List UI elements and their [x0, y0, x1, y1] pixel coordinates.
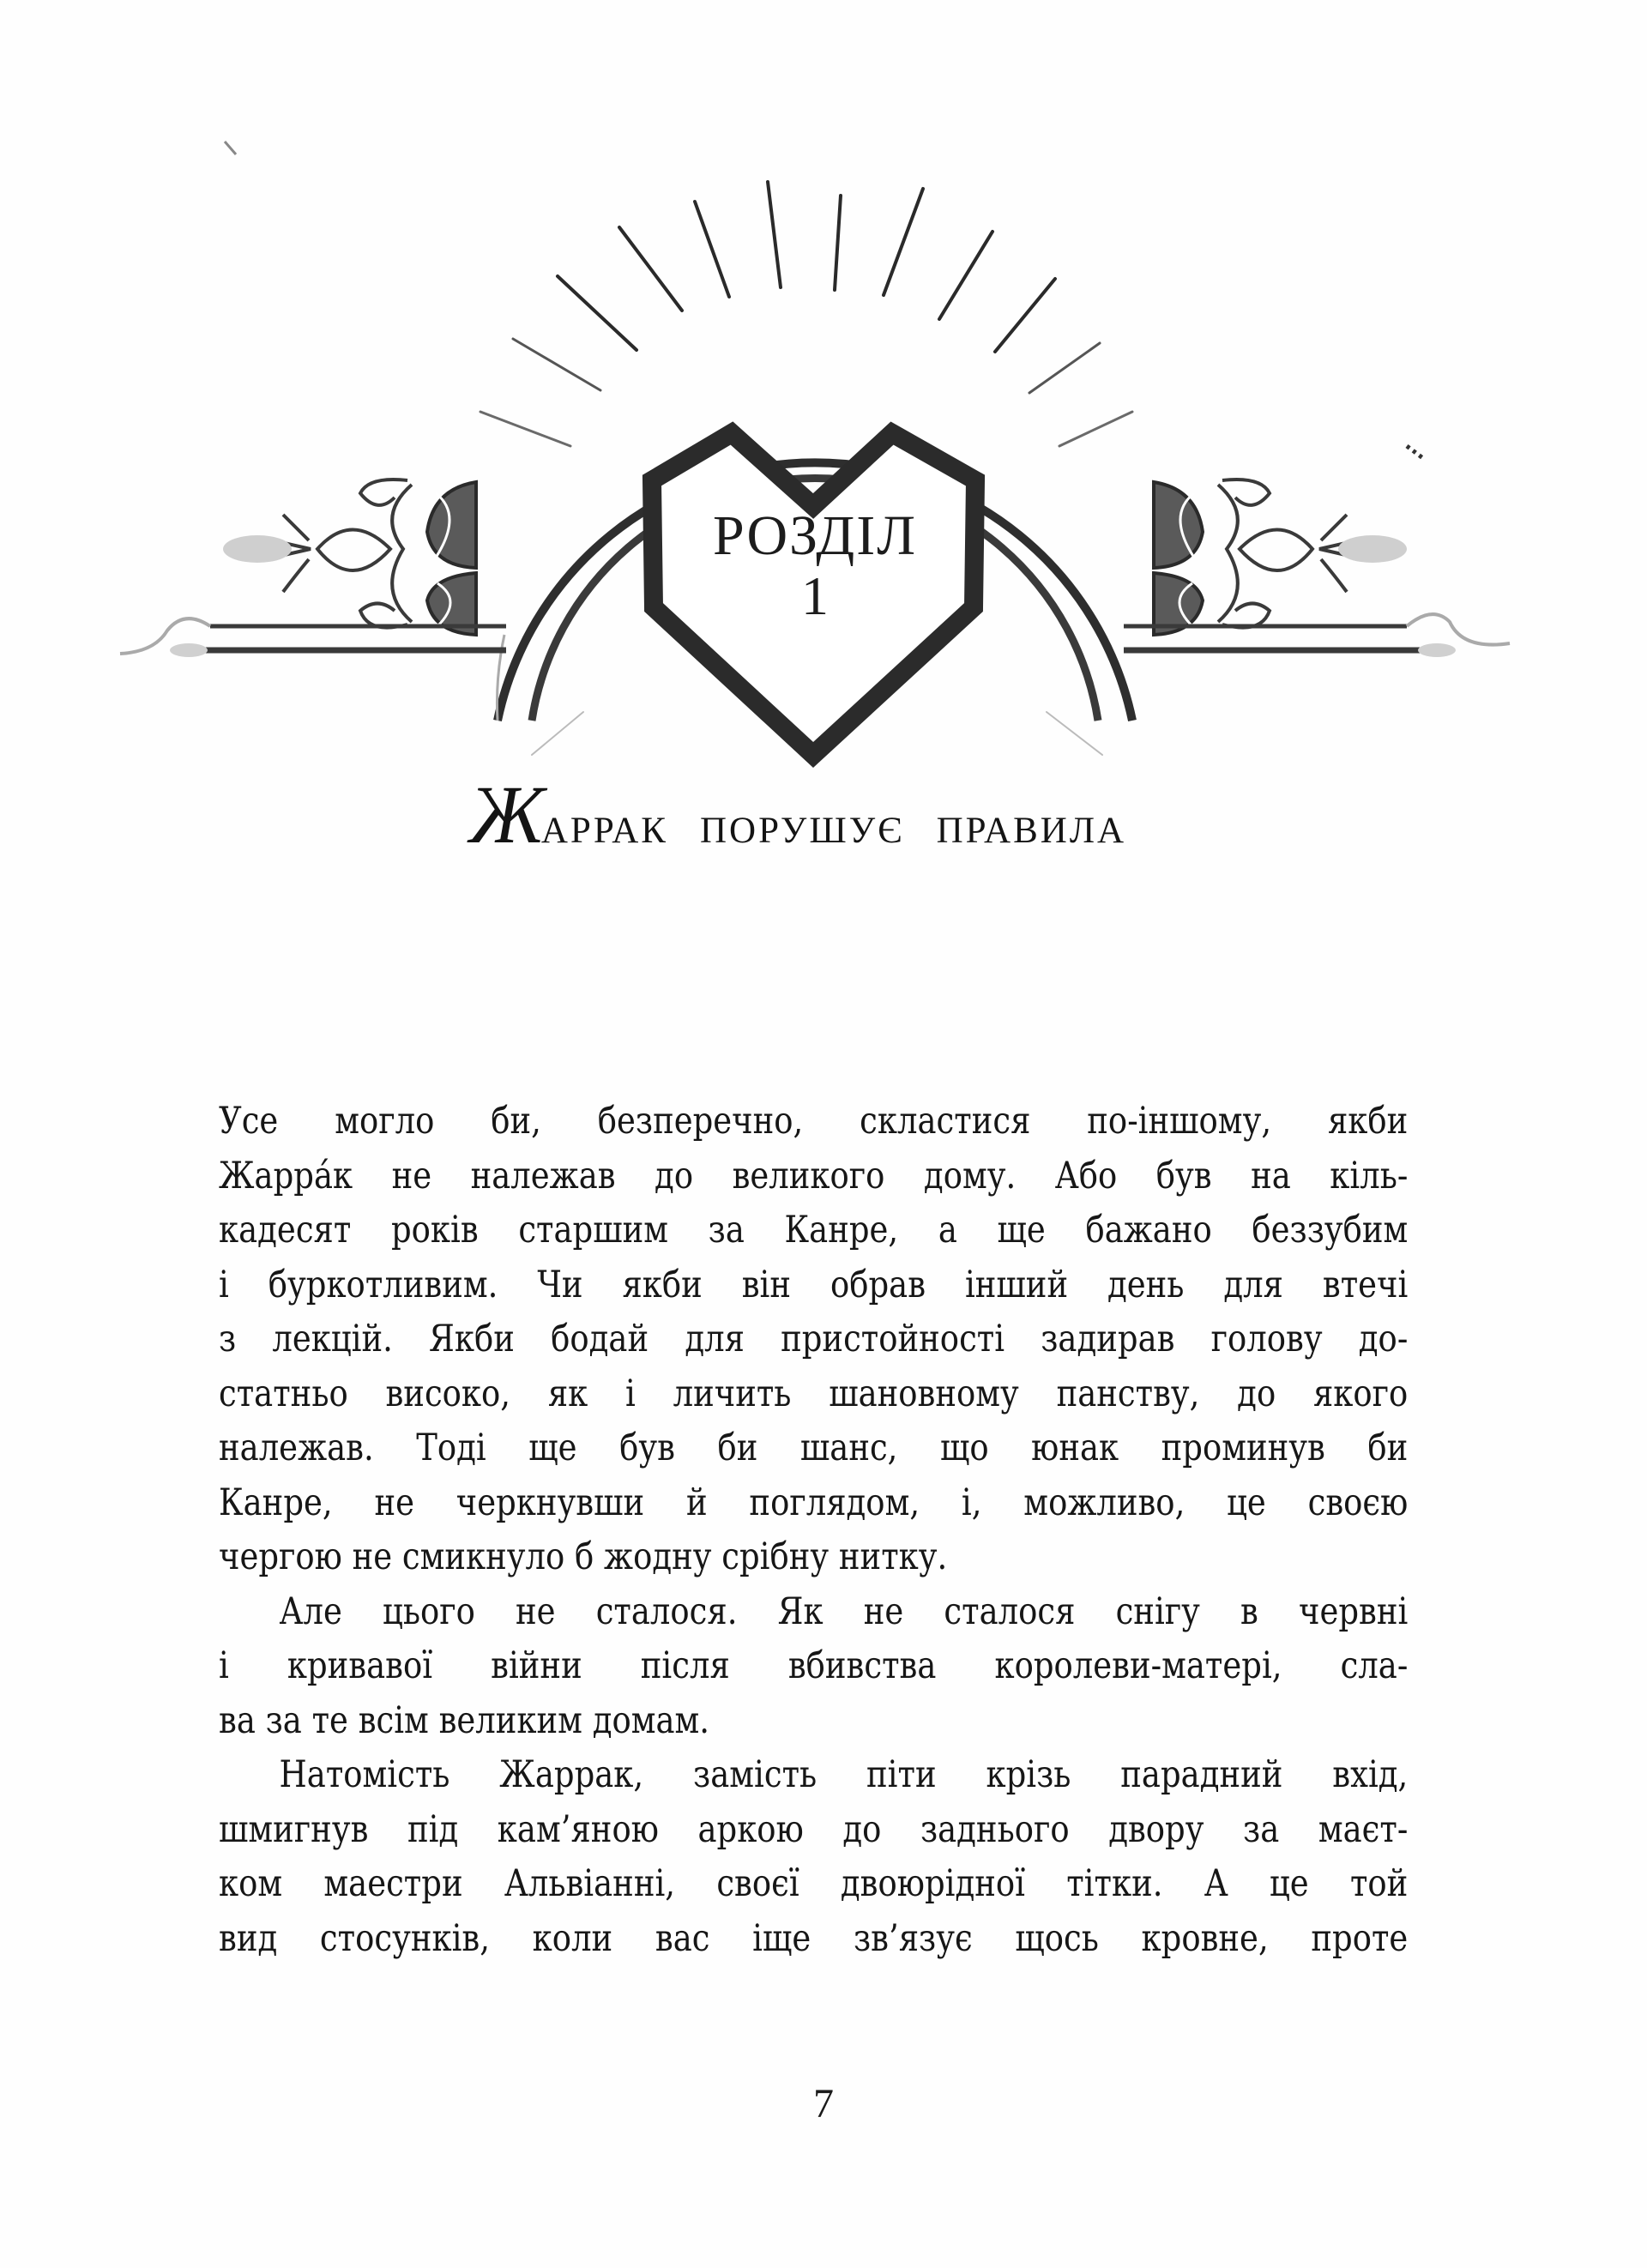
- text-line: належав. Тоді ще був би шанс, що юнак проминув би: [219, 1427, 1409, 1469]
- text-line: вид стосунків, коли вас іще зв’язує щось кровне, проте: [219, 1916, 1409, 1960]
- chapter-title: [257, 769, 1338, 864]
- print-speck-icon: [225, 142, 1424, 459]
- chapter-title-word-3: правила: [936, 796, 1127, 854]
- text-line: чергою не смикнуло б жодну срібну нитку.: [219, 1535, 948, 1578]
- chapter-title-word-2: порушує: [699, 796, 905, 854]
- text-line: Жарра́к не належав до великого дому. Або був на кіль-: [219, 1154, 1409, 1197]
- text-line: і кривавої війни після вбивства королеви-матері, сла-: [219, 1644, 1409, 1687]
- text-line: кадесят років старшим за Канре, а ще бажано беззубим: [219, 1209, 1409, 1252]
- text-line: ва за те всім великим домам.: [219, 1698, 710, 1742]
- page-number: 7: [813, 2081, 834, 2126]
- chapter-title-word-1: аррак: [540, 796, 668, 854]
- text-line: і буркотливим. Чи якби він обрав інший день для втечі: [219, 1263, 1409, 1306]
- text-line: ком маестри Альвіанні, своєї двоюрідної тітки. А це той: [219, 1862, 1409, 1905]
- text-line: статньо високо, як і личить шановному панству, до якого: [219, 1372, 1409, 1415]
- left-flourish-icon: [223, 480, 476, 635]
- chapter-ornament: [0, 0, 1647, 772]
- text-line: шмигнув під кам’яною аркою до заднього двору за маєт-: [219, 1807, 1409, 1851]
- chapter-title-initial: Ж: [468, 769, 541, 860]
- chapter-number: 1: [801, 565, 829, 626]
- body-text: [219, 1095, 1408, 1966]
- text-line: Канре, не черкнувши й поглядом, і, можливо, це своєю: [219, 1481, 1409, 1524]
- text-line: з лекцій. Якби бодай для пристойності задирав голову до-: [219, 1318, 1409, 1360]
- text-line: Але цього не сталося. Як не сталося снігу в червні: [279, 1589, 1409, 1633]
- text-line: Усе могло би, безперечно, скластися по-іншому, якби: [219, 1100, 1409, 1143]
- chapter-label: РОЗДІЛ: [713, 504, 917, 567]
- right-flourish-icon: [1154, 480, 1407, 635]
- text-line: Натомість Жаррак, замість піти крізь парадний вхід,: [279, 1753, 1409, 1796]
